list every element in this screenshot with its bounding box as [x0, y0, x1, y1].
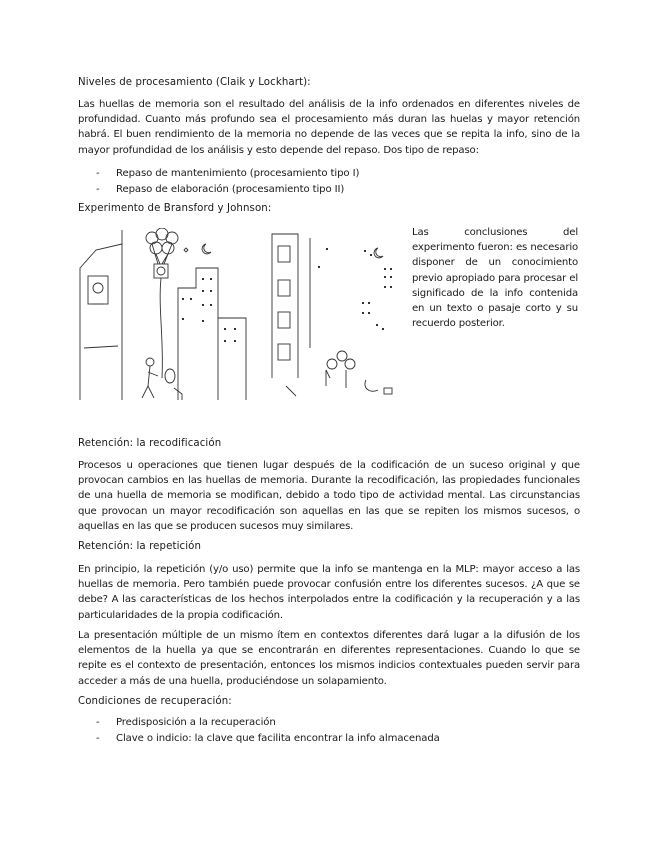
list-item: - Clave o indicio: la clave que facilita encontrar la info almacenada	[96, 732, 440, 744]
retrieval-heading: Condiciones de recuperación:	[78, 696, 232, 707]
balloon-scene-drawing	[78, 228, 248, 404]
list-item: - Predisposición a la recuperación	[96, 717, 276, 728]
recodification-paragraph: Procesos u operaciones que tienen lugar después de la codificación de un suceso original y que provocan cambios en las huellas de memoria. Durante la recodificación, las propiedades funcionales de una huella de memoria se modifican, debido a todo tipo de actividad mental. Las circunstancias que provocan un mayor recodificación son aquellas en las que se repiten los mismos sucesos, o aquellas en las que se producen sucesos muy similares.	[78, 460, 580, 532]
illustration-scattered-scene	[266, 228, 406, 404]
levels-paragraph: Las huellas de memoria son el resultado del análisis de la info ordenados en diferentes niveles de profundidad. Cuanto más profundo sea el procesamiento más duran las huelas y mayor retención habrá. El buen rendimiento de la memoria no depende de las veces que se repita la info, sino de la mayor profundidad de los análisis y esto depende del repaso. Dos tipo de repaso:	[78, 99, 580, 156]
levels-heading: Niveles de procesamiento (Claik y Lockhart):	[78, 77, 311, 88]
repetition-heading: Retención: la repetición	[78, 541, 202, 552]
experiment-conclusion: Las conclusiones del experimento fueron: es necesario disponer de un conocimiento previo apropiado para procesar el significado de la info contenida en un texto o pasaje corto y su recuerdo posterior.	[412, 227, 578, 330]
repetition-paragraph-2: La presentación múltiple de un mismo ítem en contextos diferentes dará lugar a la difusión de los elementos de la huella ya que se encontrarán en diferentes representaciones. Cuando lo que se repite es el contexto de presentación, entonces los mismos indicios contextuales pueden servir para acceder a más de una huella, produciéndose un solapamiento.	[78, 630, 580, 687]
retrieval-list	[78, 715, 440, 746]
recodification-heading: Retención: la recodificación	[78, 438, 222, 449]
experiment-heading: Experimento de Bransford y Johnson:	[78, 203, 272, 214]
list-item: - Repaso de elaboración (procesamiento tipo II)	[96, 183, 345, 195]
list-item: - Repaso de mantenimiento (procesamiento tipo I)	[96, 168, 360, 179]
scattered-scene-drawing	[266, 228, 406, 404]
repetition-paragraph-1: En principio, la repetición (y/o uso) permite que la info se mantenga en la MLP: mayor acceso a las huellas de memoria. Pero también puede provocar confusión entre los diferentes sucesos. ¿A que se debe? A las características de los hechos interpolados entre la codificación y la recuperación y a las particularidades de la propia codificación.	[78, 564, 580, 621]
illustration-balloon-serenade	[78, 228, 248, 404]
repaso-list	[78, 166, 359, 197]
